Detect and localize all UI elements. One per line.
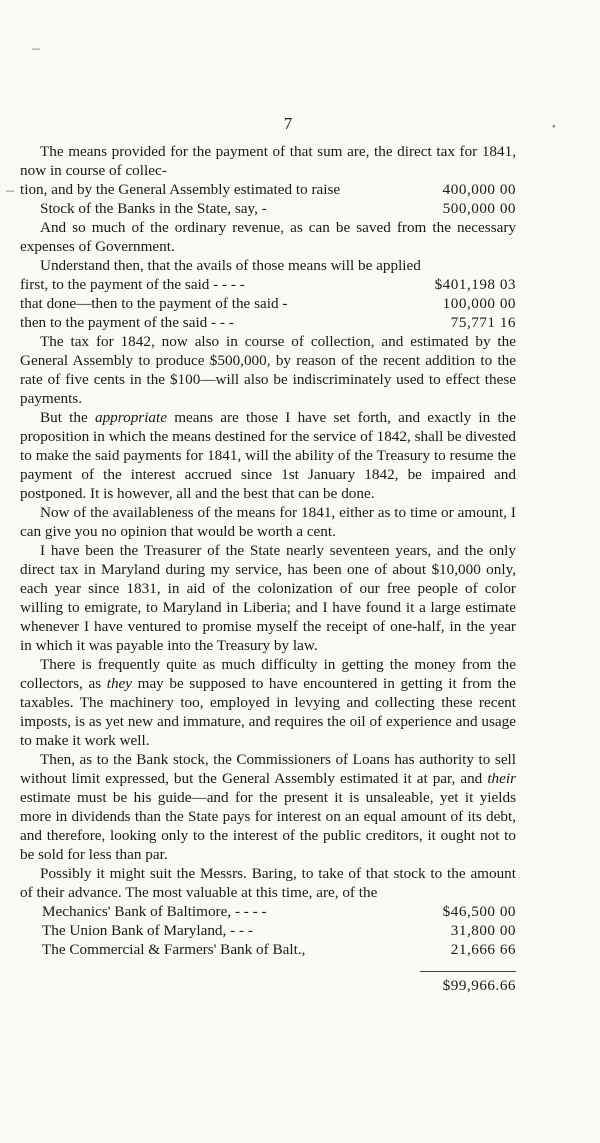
bank-amount: 21,666 66 xyxy=(450,941,516,958)
margin-dot-mark: • xyxy=(552,122,556,133)
bank-row-commercial-farmers xyxy=(20,940,516,959)
paragraph-means-intro: The means provided for the payment of that sum are, the direct tax for 1841, now in course of collec- xyxy=(20,143,516,179)
margin-dash-mark: – xyxy=(6,182,14,199)
ledger-amount: 400,000 00 xyxy=(442,181,516,198)
paragraph-collectors: There is frequently quite as much difficulty in getting the money from the collectors, as they may be supposed to have encountered in getting it from the taxables. The machinery too, employed in levying and collecting these recent imposts, is as yet new and immature, and requires the oil of experience and usage to make it work well. xyxy=(20,656,516,749)
italic-word: they xyxy=(106,675,133,692)
bank-amount: $46,500 00 xyxy=(442,903,516,920)
italic-word: appropriate xyxy=(94,409,167,426)
paragraph-ordinary-revenue: And so much of the ordinary revenue, as can be saved from the necessary expenses of Government. xyxy=(20,219,516,255)
ledger-row-bank-stock xyxy=(20,199,516,218)
italic-word: their xyxy=(487,770,516,787)
paragraph-tax-1842: The tax for 1842, now also in course of collection, and estimated by the General Assembly to produce $500,000, by reason of the recent addition to the rate of five cents in the $100—will also be indiscriminately used to effect these payments. xyxy=(20,333,516,407)
bank-label: The Union Bank of Maryland, - - - xyxy=(42,922,253,939)
paragraph-bank-stock: Then, as to the Bank stock, the Commissioners of Loans has authority to sell without limit expressed, but the General Assembly estimated it at par, and their estimate must be his guide—and for the present it is unsaleable, yet it yields more in dividends than the State pays for interest on an equal amount of its debt, and therefore, looking only to the interest of the public creditors, it ought not to be sold for less than par. xyxy=(20,751,516,863)
paragraph-availableness: Now of the availableness of the means for 1841, either as to time or amount, I can give you no opinion that would be worth a cent. xyxy=(20,504,516,540)
ledger-amount: 100,000 00 xyxy=(442,295,516,312)
page-number: 7 xyxy=(283,114,293,133)
bank-amount: 31,800 00 xyxy=(450,922,516,939)
ledger-label: tion, and by the General Assembly estimated to raise xyxy=(20,181,341,198)
margin-dash-mark: – xyxy=(32,40,40,57)
bank-row-mechanics xyxy=(20,902,516,921)
paragraph-treasurer: I have been the Treasurer of the State nearly seventeen years, and the only direct tax in Maryland during my service, has been one of about $10,000 only, each year since 1831, in aid of the colonization of our free people of color willing to emigrate, to Maryland in Liberia; and I have found it a large estimate whenever I have ventured to promise myself the receipt of one-half, in the year in which it was payable into the Treasury by law. xyxy=(20,542,516,654)
ledger-label: Stock of the Banks in the State, say, - xyxy=(40,200,267,217)
ledger-amount: 75,771 16 xyxy=(450,314,516,331)
ledger-row-payment-1 xyxy=(20,275,516,294)
document-page xyxy=(20,114,516,995)
ledger-label: first, to the payment of the said - - - - xyxy=(20,276,245,293)
bank-label: Mechanics' Bank of Baltimore, - - - - xyxy=(42,903,267,920)
ledger-amount: $401,198 03 xyxy=(434,276,516,293)
ledger-label: that done—then to the payment of the said - xyxy=(20,295,288,312)
paragraph-applied-intro: Understand then, that the avails of those means will be applied xyxy=(40,257,421,274)
bank-total: $99,966.66 xyxy=(442,977,516,994)
ledger-label: then to the payment of the said - - - xyxy=(20,314,234,331)
total-divider xyxy=(420,971,516,972)
ledger-amount: 500,000 00 xyxy=(442,200,516,217)
paragraph-baring: Possibly it might suit the Messrs. Baring, to take of that stock to the amount of their advance. The most valuable at this time, are, of the xyxy=(20,865,516,901)
bank-row-union xyxy=(20,921,516,940)
ledger-row-payment-3 xyxy=(20,313,516,332)
ledger-row-payment-2 xyxy=(20,294,516,313)
ledger-row-direct-tax xyxy=(20,180,516,199)
paragraph-appropriate-means: But the appropriate means are those I have set forth, and exactly in the proposition in which the means destined for the service of 1842, shall be divested to make the said payments for 1841, will the ability of the Treasury to resume the payment of the interest accrued since 1st January 1842, be impaired and postponed. It is however, all and the best that can be done. xyxy=(20,409,516,502)
bank-label: The Commercial & Farmers' Bank of Balt., xyxy=(42,941,306,958)
